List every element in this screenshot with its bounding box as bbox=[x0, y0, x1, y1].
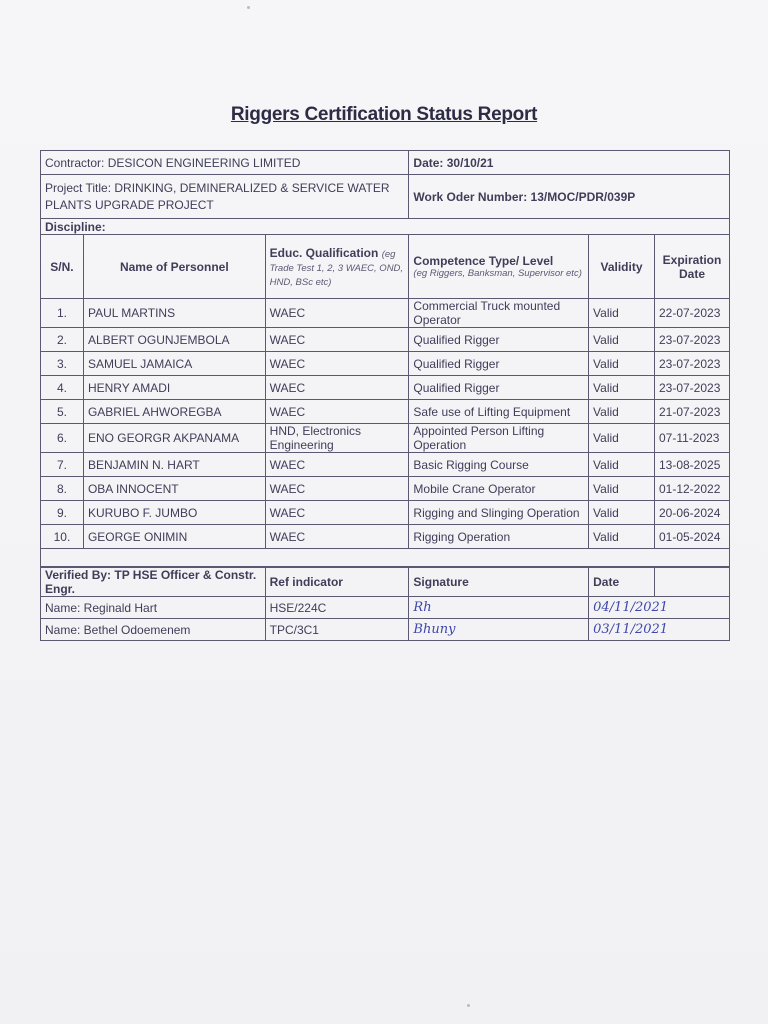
table-row bbox=[41, 328, 730, 352]
signed-date: 04/11/2021 bbox=[589, 597, 730, 619]
row-name: OBA INNOCENT bbox=[83, 477, 265, 501]
row-educ: WAEC bbox=[265, 501, 409, 525]
header-name: Name of Personnel bbox=[83, 235, 265, 299]
table-row bbox=[41, 376, 730, 400]
row-validity: Valid bbox=[589, 525, 655, 549]
row-name: GEORGE ONIMIN bbox=[83, 525, 265, 549]
row-educ: WAEC bbox=[265, 453, 409, 477]
row-educ: WAEC bbox=[265, 400, 409, 424]
row-competence: Rigging and Slinging Operation bbox=[409, 501, 589, 525]
row-educ: WAEC bbox=[265, 299, 409, 328]
row-name: PAUL MARTINS bbox=[83, 299, 265, 328]
date-cell: Date: 30/10/21 bbox=[409, 151, 730, 175]
header-validity: Validity bbox=[589, 235, 655, 299]
verifier-ref: TPC/3C1 bbox=[265, 619, 409, 641]
row-expiry: 07-11-2023 bbox=[654, 424, 729, 453]
row-educ: WAEC bbox=[265, 376, 409, 400]
row-name: BENJAMIN N. HART bbox=[83, 453, 265, 477]
table-row bbox=[41, 525, 730, 549]
table-row bbox=[41, 299, 730, 328]
header-educ-label: Educ. Qualification bbox=[269, 245, 379, 260]
row-sn: 10. bbox=[41, 525, 84, 549]
row-competence: Mobile Crane Operator bbox=[409, 477, 589, 501]
row-name: HENRY AMADI bbox=[83, 376, 265, 400]
report-title: Riggers Certification Status Report bbox=[230, 104, 538, 125]
header-educ bbox=[265, 235, 409, 299]
row-sn: 9. bbox=[41, 501, 84, 525]
row-sn: 3. bbox=[41, 352, 84, 376]
header-comp-note: (eg Riggers, Banksman, Supervisor etc) bbox=[413, 268, 582, 279]
row-sn: 8. bbox=[41, 477, 84, 501]
verifier-name: Name: Bethel Odoemenem bbox=[41, 619, 266, 641]
header-expiry: Expiration Date bbox=[654, 235, 729, 299]
table-row bbox=[41, 400, 730, 424]
row-validity: Valid bbox=[589, 299, 655, 328]
row-sn: 7. bbox=[41, 453, 84, 477]
contractor-cell: Contractor: DESICON ENGINEERING LIMITED bbox=[41, 151, 409, 175]
header-comp bbox=[409, 235, 589, 299]
row-competence: Appointed Person Lifting Operation bbox=[409, 424, 589, 453]
project-title-cell: Project Title: DRINKING, DEMINERALIZED & SERVICE WATER PLANTS UPGRADE PROJECT bbox=[41, 175, 409, 219]
row-sn: 4. bbox=[41, 376, 84, 400]
row-sn: 1. bbox=[41, 299, 84, 328]
row-expiry: 23-07-2023 bbox=[654, 352, 729, 376]
empty-cell bbox=[655, 568, 730, 597]
row-sn: 6. bbox=[41, 424, 84, 453]
row-validity: Valid bbox=[589, 352, 655, 376]
row-expiry: 23-07-2023 bbox=[654, 376, 729, 400]
scan-speck bbox=[467, 1004, 470, 1007]
row-validity: Valid bbox=[589, 328, 655, 352]
row-competence: Qualified Rigger bbox=[409, 352, 589, 376]
table-row bbox=[41, 501, 730, 525]
row-expiry: 22-07-2023 bbox=[654, 299, 729, 328]
signature-mark: Bhuny bbox=[409, 619, 589, 641]
row-expiry: 23-07-2023 bbox=[654, 328, 729, 352]
row-competence: Qualified Rigger bbox=[409, 328, 589, 352]
work-order-cell: Work Oder Number: 13/MOC/PDR/039P bbox=[409, 175, 730, 219]
signature-mark: Rh bbox=[409, 597, 589, 619]
verifier-ref: HSE/224C bbox=[265, 597, 409, 619]
signature-label: Signature bbox=[409, 568, 589, 597]
row-competence: Rigging Operation bbox=[409, 525, 589, 549]
row-validity: Valid bbox=[589, 501, 655, 525]
row-competence: Commercial Truck mounted Operator bbox=[409, 299, 589, 328]
discipline-cell: Discipline: bbox=[41, 219, 730, 235]
row-sn: 5. bbox=[41, 400, 84, 424]
scan-speck bbox=[247, 6, 250, 9]
verifier-name: Name: Reginald Hart bbox=[41, 597, 266, 619]
row-educ: WAEC bbox=[265, 328, 409, 352]
personnel-table bbox=[40, 150, 730, 567]
signed-date: 03/11/2021 bbox=[589, 619, 730, 641]
row-educ: WAEC bbox=[265, 525, 409, 549]
row-expiry: 21-07-2023 bbox=[654, 400, 729, 424]
row-name: KURUBO F. JUMBO bbox=[83, 501, 265, 525]
table-row bbox=[41, 477, 730, 501]
row-validity: Valid bbox=[589, 400, 655, 424]
date-label: Date bbox=[589, 568, 655, 597]
ref-indicator-label: Ref indicator bbox=[265, 568, 409, 597]
row-expiry: 20-06-2024 bbox=[654, 501, 729, 525]
row-expiry: 13-08-2025 bbox=[654, 453, 729, 477]
row-validity: Valid bbox=[589, 453, 655, 477]
table-row bbox=[41, 453, 730, 477]
row-name: GABRIEL AHWOREGBA bbox=[83, 400, 265, 424]
row-name: ALBERT OGUNJEMBOLA bbox=[83, 328, 265, 352]
row-competence: Safe use of Lifting Equipment bbox=[409, 400, 589, 424]
row-validity: Valid bbox=[589, 477, 655, 501]
table-row bbox=[41, 424, 730, 453]
row-competence: Basic Rigging Course bbox=[409, 453, 589, 477]
row-validity: Valid bbox=[589, 376, 655, 400]
verified-by-label: Verified By: TP HSE Officer & Constr. Engr. bbox=[41, 568, 266, 597]
header-educ-note: (eg Trade Test 1, 2, 3 WAEC, OND, HND, BSc etc) bbox=[269, 248, 404, 288]
blank-row bbox=[41, 549, 730, 567]
row-validity: Valid bbox=[589, 424, 655, 453]
row-educ: WAEC bbox=[265, 352, 409, 376]
row-expiry: 01-05-2024 bbox=[654, 525, 729, 549]
header-comp-label: Competence Type/ Level bbox=[413, 254, 554, 268]
row-sn: 2. bbox=[41, 328, 84, 352]
verification-table bbox=[40, 567, 730, 641]
table-row bbox=[41, 352, 730, 376]
row-name: ENO GEORGR AKPANAMA bbox=[83, 424, 265, 453]
row-expiry: 01-12-2022 bbox=[654, 477, 729, 501]
row-name: SAMUEL JAMAICA bbox=[83, 352, 265, 376]
row-competence: Qualified Rigger bbox=[409, 376, 589, 400]
header-sn: S/N. bbox=[41, 235, 84, 299]
row-educ: WAEC bbox=[265, 477, 409, 501]
row-educ: HND, Electronics Engineering bbox=[265, 424, 409, 453]
